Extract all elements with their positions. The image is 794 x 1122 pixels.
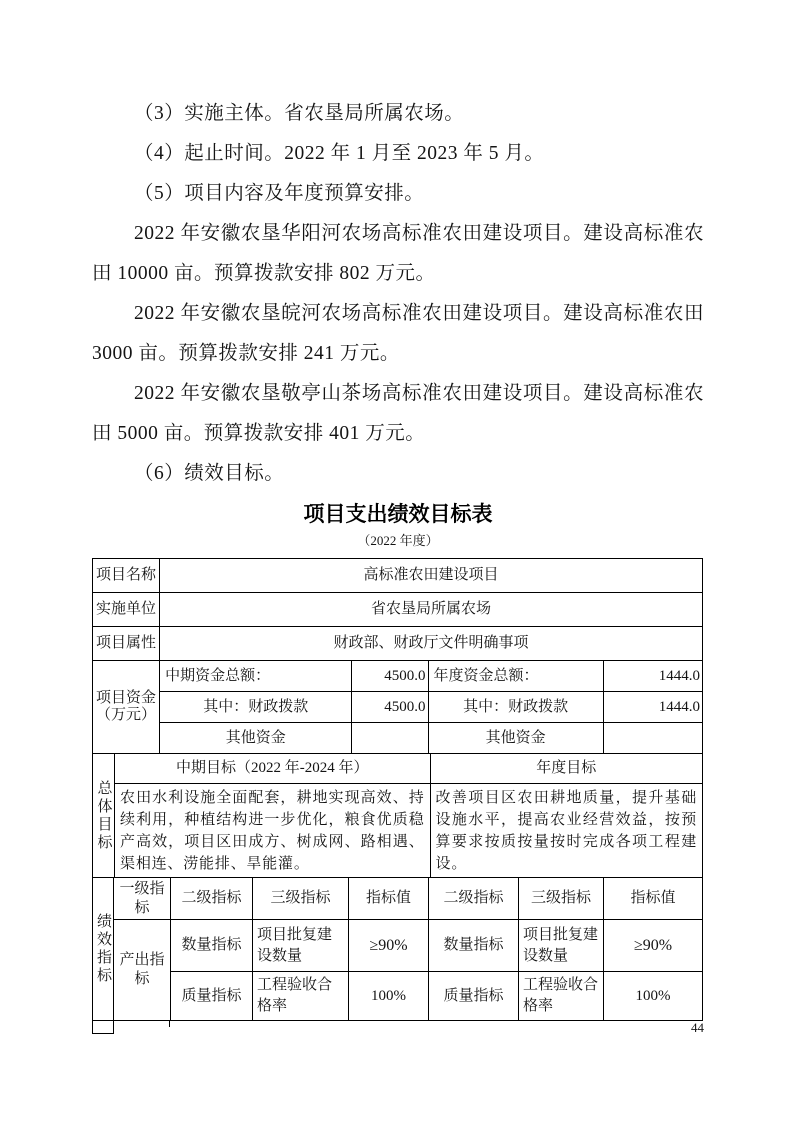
indicator-value: ≥90%	[604, 920, 703, 972]
table-row	[93, 593, 703, 627]
performance-indicators-table	[92, 877, 703, 1021]
level2-indicator: 质量指标	[429, 972, 519, 1021]
body-paragraph: （5）项目内容及年度预算安排。	[134, 183, 425, 204]
body-paragraph: 2022 年安徽农垦华阳河农场高标准农田建设项目。建设高标准农田 10000 亩。预算拨款安排 802 万元。	[92, 223, 704, 284]
table-row	[93, 972, 703, 1021]
overall-goals-table	[92, 753, 703, 878]
indicators-section-label: 绩效指标	[93, 878, 114, 1021]
year-goal-header: 年度目标	[430, 754, 702, 784]
project-funds-table	[92, 660, 703, 754]
indicator-value: ≥90%	[349, 920, 429, 972]
level1-indicator: 产出指标	[114, 920, 171, 1021]
stub-divider-line	[169, 1020, 170, 1027]
table-row	[93, 754, 703, 784]
year-total-value: 1444.0	[603, 661, 702, 692]
table-row	[93, 661, 703, 692]
mid-other-value	[352, 723, 428, 754]
year-goal-text: 改善项目区农田耕地质量，提升基础设施水平，提高农业经营效益，按预算要求按质按量按时完成各项工程建设。	[430, 784, 702, 878]
body-paragraph: （6）绩效目标。	[134, 463, 285, 484]
mid-total-value: 4500.0	[352, 661, 428, 692]
document-content	[92, 94, 704, 1037]
level3-indicator: 项目批复建设数量	[253, 920, 349, 972]
mid-fiscal-value: 4500.0	[352, 692, 428, 723]
page-number: 44	[691, 1020, 704, 1035]
table-row	[93, 692, 703, 723]
info-label: 项目名称	[93, 559, 160, 593]
year-total-label: 年度资金总额：	[428, 661, 603, 692]
level2-indicator: 质量指标	[171, 972, 253, 1021]
table-row	[93, 878, 703, 920]
project-info-table	[92, 558, 703, 661]
mid-goal-text: 农田水利设施全面配套，耕地实现高效、持续利用，种植结构进一步优化，粮食优质稳产高效，项目区田成方、树成网、路相遇、渠相连、涝能排、旱能灌。	[115, 784, 431, 878]
year-fiscal-value: 1444.0	[603, 692, 702, 723]
year-fiscal-label: 其中：财政拨款	[428, 692, 603, 723]
info-label: 项目属性	[93, 627, 160, 661]
col-header-level1: 一级指标	[114, 878, 171, 920]
col-header-value: 指标值	[349, 878, 429, 920]
year-other-value	[603, 723, 702, 754]
level2-indicator: 数量指标	[429, 920, 519, 972]
body-paragraph: （4）起止时间。2022 年 1 月至 2023 年 5 月。	[134, 143, 545, 164]
info-value: 省农垦局所属农场	[160, 593, 703, 627]
mid-total-label: 中期资金总额：	[160, 661, 352, 692]
table-title: 项目支出绩效目标表	[303, 503, 493, 526]
col-header-level3: 三级指标	[253, 878, 349, 920]
indicator-value: 100%	[349, 972, 429, 1021]
info-value: 高标准农田建设项目	[160, 559, 703, 593]
mid-other-label: 其他资金	[160, 723, 352, 754]
level3-indicator: 工程验收合格率	[519, 972, 604, 1021]
table-row	[93, 559, 703, 593]
table-subtitle: （2022 年度）	[357, 533, 439, 548]
body-paragraph: 2022 年安徽农垦敬亭山茶场高标准农田建设项目。建设高标准农田 5000 亩。预算拨款安排 401 万元。	[92, 383, 704, 444]
indicator-value: 100%	[604, 972, 703, 1021]
info-label: 实施单位	[93, 593, 160, 627]
table-row	[93, 627, 703, 661]
col-header-level3: 三级指标	[519, 878, 604, 920]
stub-left-column	[92, 1020, 114, 1034]
level3-indicator: 项目批复建设数量	[519, 920, 604, 972]
info-value: 财政部、财政厅文件明确事项	[160, 627, 703, 661]
goals-section-label: 总体目标	[93, 754, 115, 878]
level3-indicator: 工程验收合格率	[253, 972, 349, 1021]
col-header-level2: 二级指标	[171, 878, 253, 920]
mid-goal-header: 中期目标（2022 年-2024 年）	[115, 754, 431, 784]
col-header-value: 指标值	[604, 878, 703, 920]
col-header-level2: 二级指标	[429, 878, 519, 920]
table-row	[93, 723, 703, 754]
level2-indicator: 数量指标	[171, 920, 253, 972]
mid-fiscal-label: 其中：财政拨款	[160, 692, 352, 723]
year-other-label: 其他资金	[428, 723, 603, 754]
funds-section-label: 项目资金（万元）	[93, 661, 160, 754]
body-paragraph: 2022 年安徽农垦皖河农场高标准农田建设项目。建设高标准农田 3000 亩。预算拨款安排 241 万元。	[92, 303, 704, 364]
table-row	[93, 784, 703, 878]
table-continuation-stub	[92, 1021, 704, 1037]
table-row	[93, 920, 703, 972]
body-paragraph: （3）实施主体。省农垦局所属农场。	[134, 103, 465, 124]
